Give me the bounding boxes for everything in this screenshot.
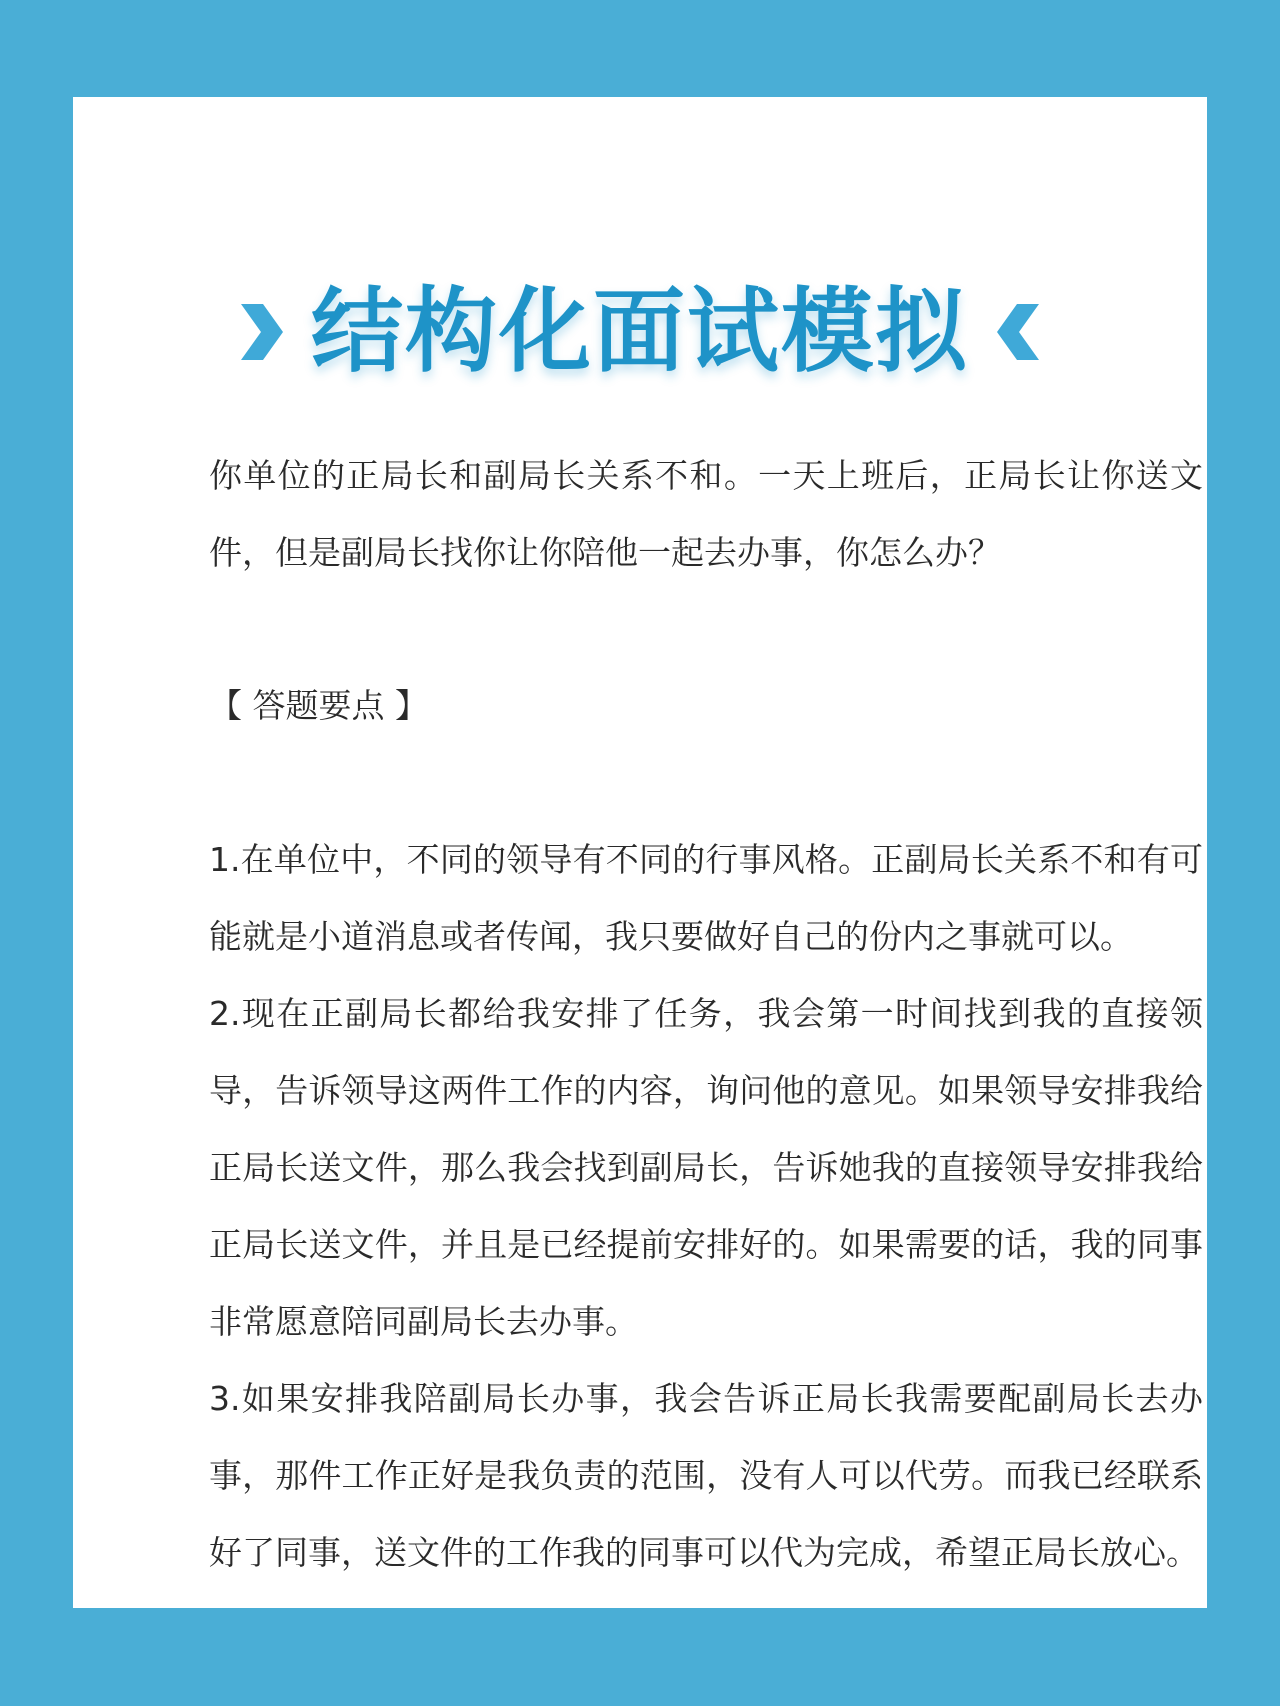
- question-text: [209, 437, 1203, 591]
- answer-points: [209, 821, 1203, 1591]
- answer-point-1: 1.在单位中，不同的领导有不同的行事风格。正副局长关系不和有可能就是小道消息或者传闻，我只要做好自己的份内之事就可以。: [209, 840, 1203, 956]
- section-heading: [209, 667, 1203, 744]
- answer-point-2: 2.现在正副局长都给我安排了任务，我会第一时间找到我的直接领导，告诉领导这两件工作的内容，询问他的意见。如果领导安排我给正局长送文件，那么我会找到副局长，告诉她我的直接领导安排我给正局长送文件，并且是已经提前安排好的。如果需要的话，我的同事非常愿意陪同副局长去办事。: [209, 994, 1203, 1341]
- chevron-left-icon: [997, 302, 1041, 362]
- answer-points-heading: 【 答题要点 】: [209, 686, 428, 725]
- content-card: [73, 97, 1207, 1608]
- page-title: 结构化面试模拟: [310, 278, 969, 385]
- question-paragraph: 你单位的正局长和副局长关系不和。一天上班后，正局长让你送文件，但是副局长找你让你陪他一起去办事，你怎么办？: [209, 456, 1203, 572]
- title-row: [73, 272, 1207, 392]
- answer-point-3: 3.如果安排我陪副局长办事，我会告诉正局长我需要配副局长去办事，那件工作正好是我负责的范围，没有人可以代劳。而我已经联系好了同事，送文件的工作我的同事可以代为完成，希望正局长放心。: [209, 1379, 1203, 1572]
- chevron-right-icon: [239, 302, 283, 362]
